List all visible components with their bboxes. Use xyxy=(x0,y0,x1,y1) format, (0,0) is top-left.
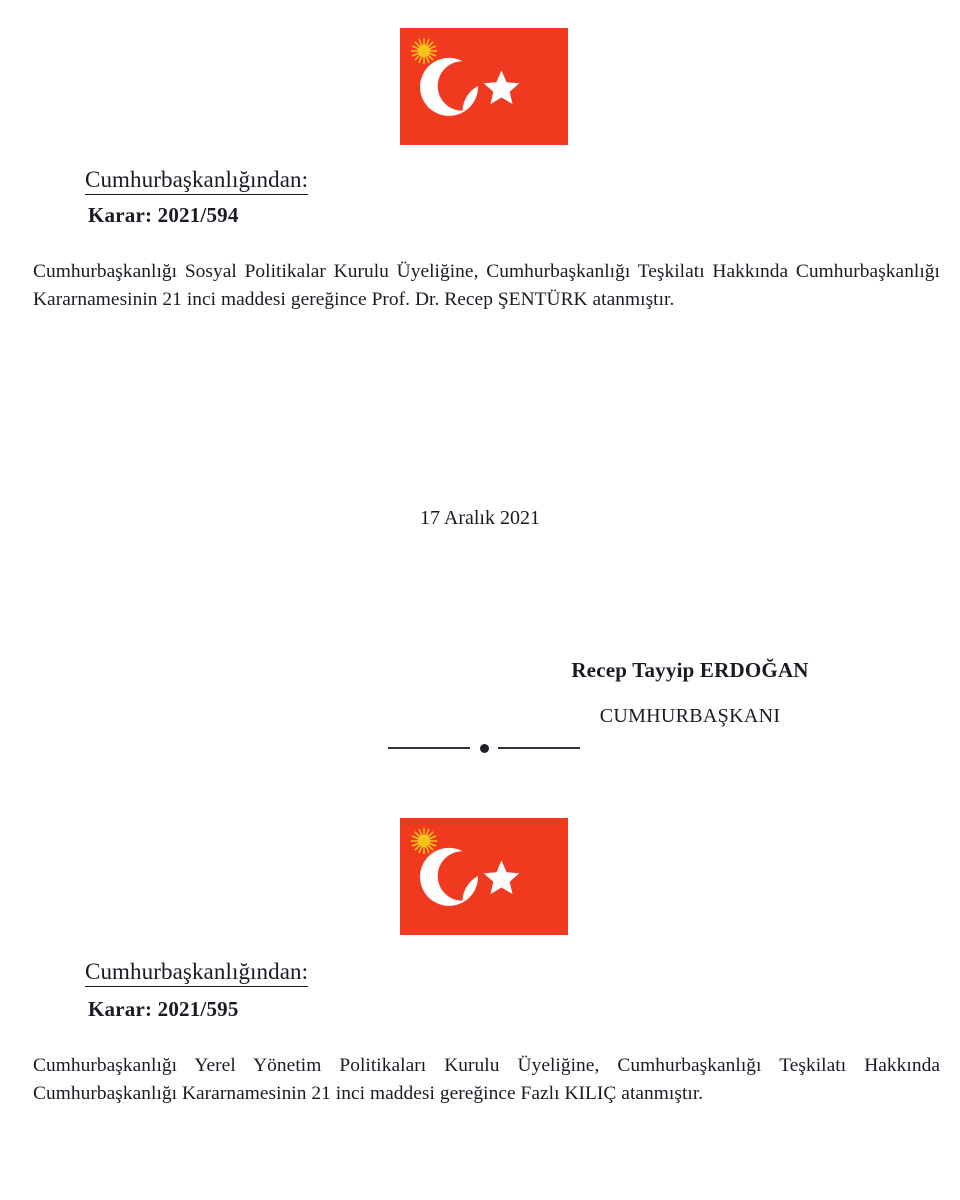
section-heading-1: Cumhurbaşkanlığından: xyxy=(85,168,308,195)
section-heading-2: Cumhurbaşkanlığından: xyxy=(85,960,308,987)
turkish-flag xyxy=(400,818,568,935)
signature-title: CUMHURBAŞKANI xyxy=(599,705,781,727)
decision-body-2: Cumhurbaşkanlığı Yerel Yönetim Politikaları Kurulu Üyeliğine, Cumhurbaşkanlığı Teşkilatı Hakkında Cumhurbaşkanlığı Kararnamesinin 21 inci maddesi gereğince Fazlı KILIÇ atanmıştır. xyxy=(33,1055,940,1104)
signature-name: Recep Tayyip ERDOĞAN xyxy=(571,658,809,682)
section-separator xyxy=(388,741,580,755)
turkish-flag xyxy=(400,28,568,145)
separator-dot xyxy=(480,744,489,753)
karar-number-2: Karar: 2021/595 xyxy=(88,997,239,1021)
decision-date: 17 Aralık 2021 xyxy=(420,507,540,529)
separator-rule-left xyxy=(388,747,470,749)
karar-number-1: Karar: 2021/594 xyxy=(88,203,239,227)
separator-rule-right xyxy=(498,747,580,749)
decision-body-1: Cumhurbaşkanlığı Sosyal Politikalar Kurulu Üyeliğine, Cumhurbaşkanlığı Teşkilatı Hakkında Cumhurbaşkanlığı Kararnamesinin 21 inci maddesi gereğince Prof. Dr. Recep ŞENTÜRK atanmıştır. xyxy=(33,261,940,310)
